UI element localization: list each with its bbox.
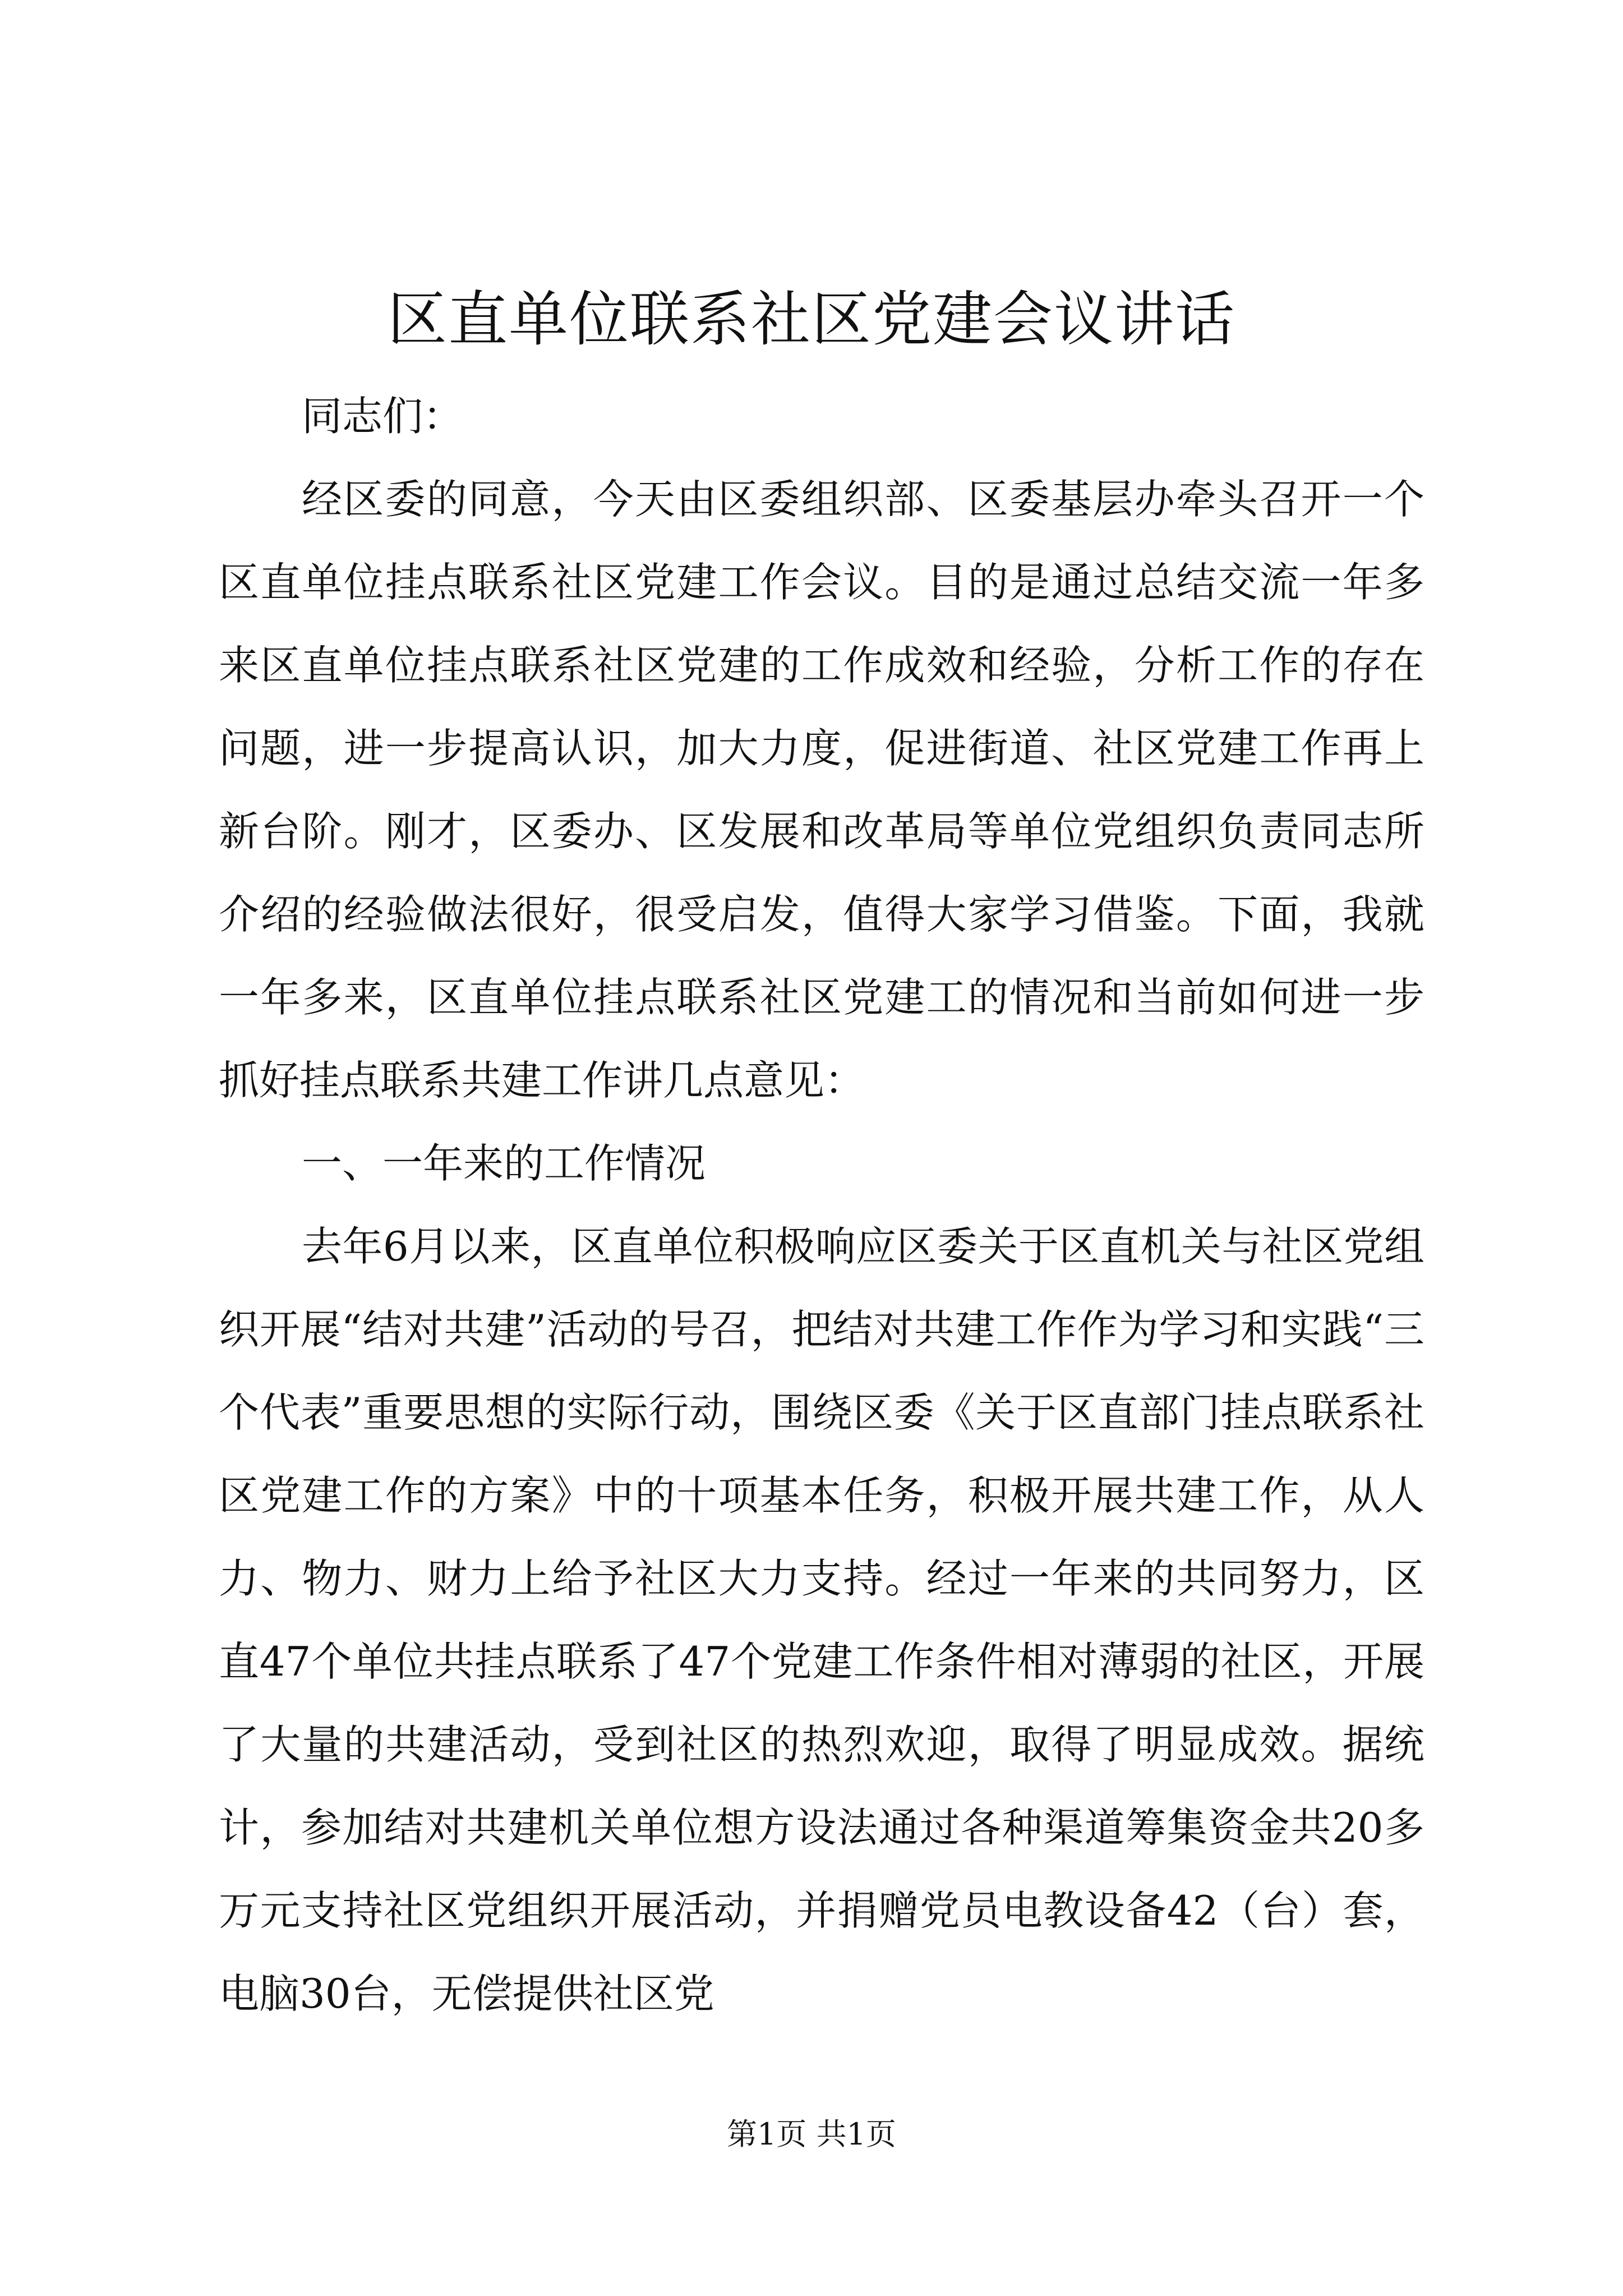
intro-paragraph: 经区委的同意，今天由区委组织部、区委基层办牵头召开一个区直单位挂点联系社区党建工作会议。目的是通过总结交流一年多来区直单位挂点联系社区党建的工作成效和经验，分析工作的存在问题，进一步提高认识，加大力度，促进街道、社区党建工作再上新台阶。刚才，区委办、区发展和改革局等单位党组织负责同志所介绍的经验做法很好，很受启发，值得大家学习借鉴。下面，我就一年多来，区直单位挂点联系社区党建工的情况和当前如何进一步抓好挂点联系共建工作讲几点意见： bbox=[219, 476, 1424, 1104]
document-title: 区直单位联系社区党建会议讲话 bbox=[388, 285, 1235, 354]
document-body bbox=[219, 375, 1424, 2035]
section-heading: 一、一年来的工作情况 bbox=[302, 1140, 706, 1187]
salutation-paragraph: 同志们： bbox=[302, 393, 464, 440]
page-footer: 第1页 共1页 bbox=[727, 2116, 896, 2152]
work-summary-paragraph: 去年6月以来，区直单位积极响应区委关于区直机关与社区党组织开展“结对共建”活动的号召，把结对共建工作作为学习和实践“三个代表”重要思想的实际行动，围绕区委《关于区直部门挂点联系社区党建工作的方案》中的十项基本任务，积极开展共建工作，从人力、物力、财力上给予社区大力支持。经过一年来的共同努力，区直47个单位共挂点联系了47个党建工作条件相对薄弱的社区，开展了大量的共建活动，受到社区的热烈欢迎，取得了明显成效。据统计，参加结对共建机关单位想方设法通过各种渠道筹集资金共20多万元支持社区党组织开展活动，并捐赠党员电教设备42（台）套，电脑30台，无偿提供社区党 bbox=[219, 1223, 1424, 2017]
